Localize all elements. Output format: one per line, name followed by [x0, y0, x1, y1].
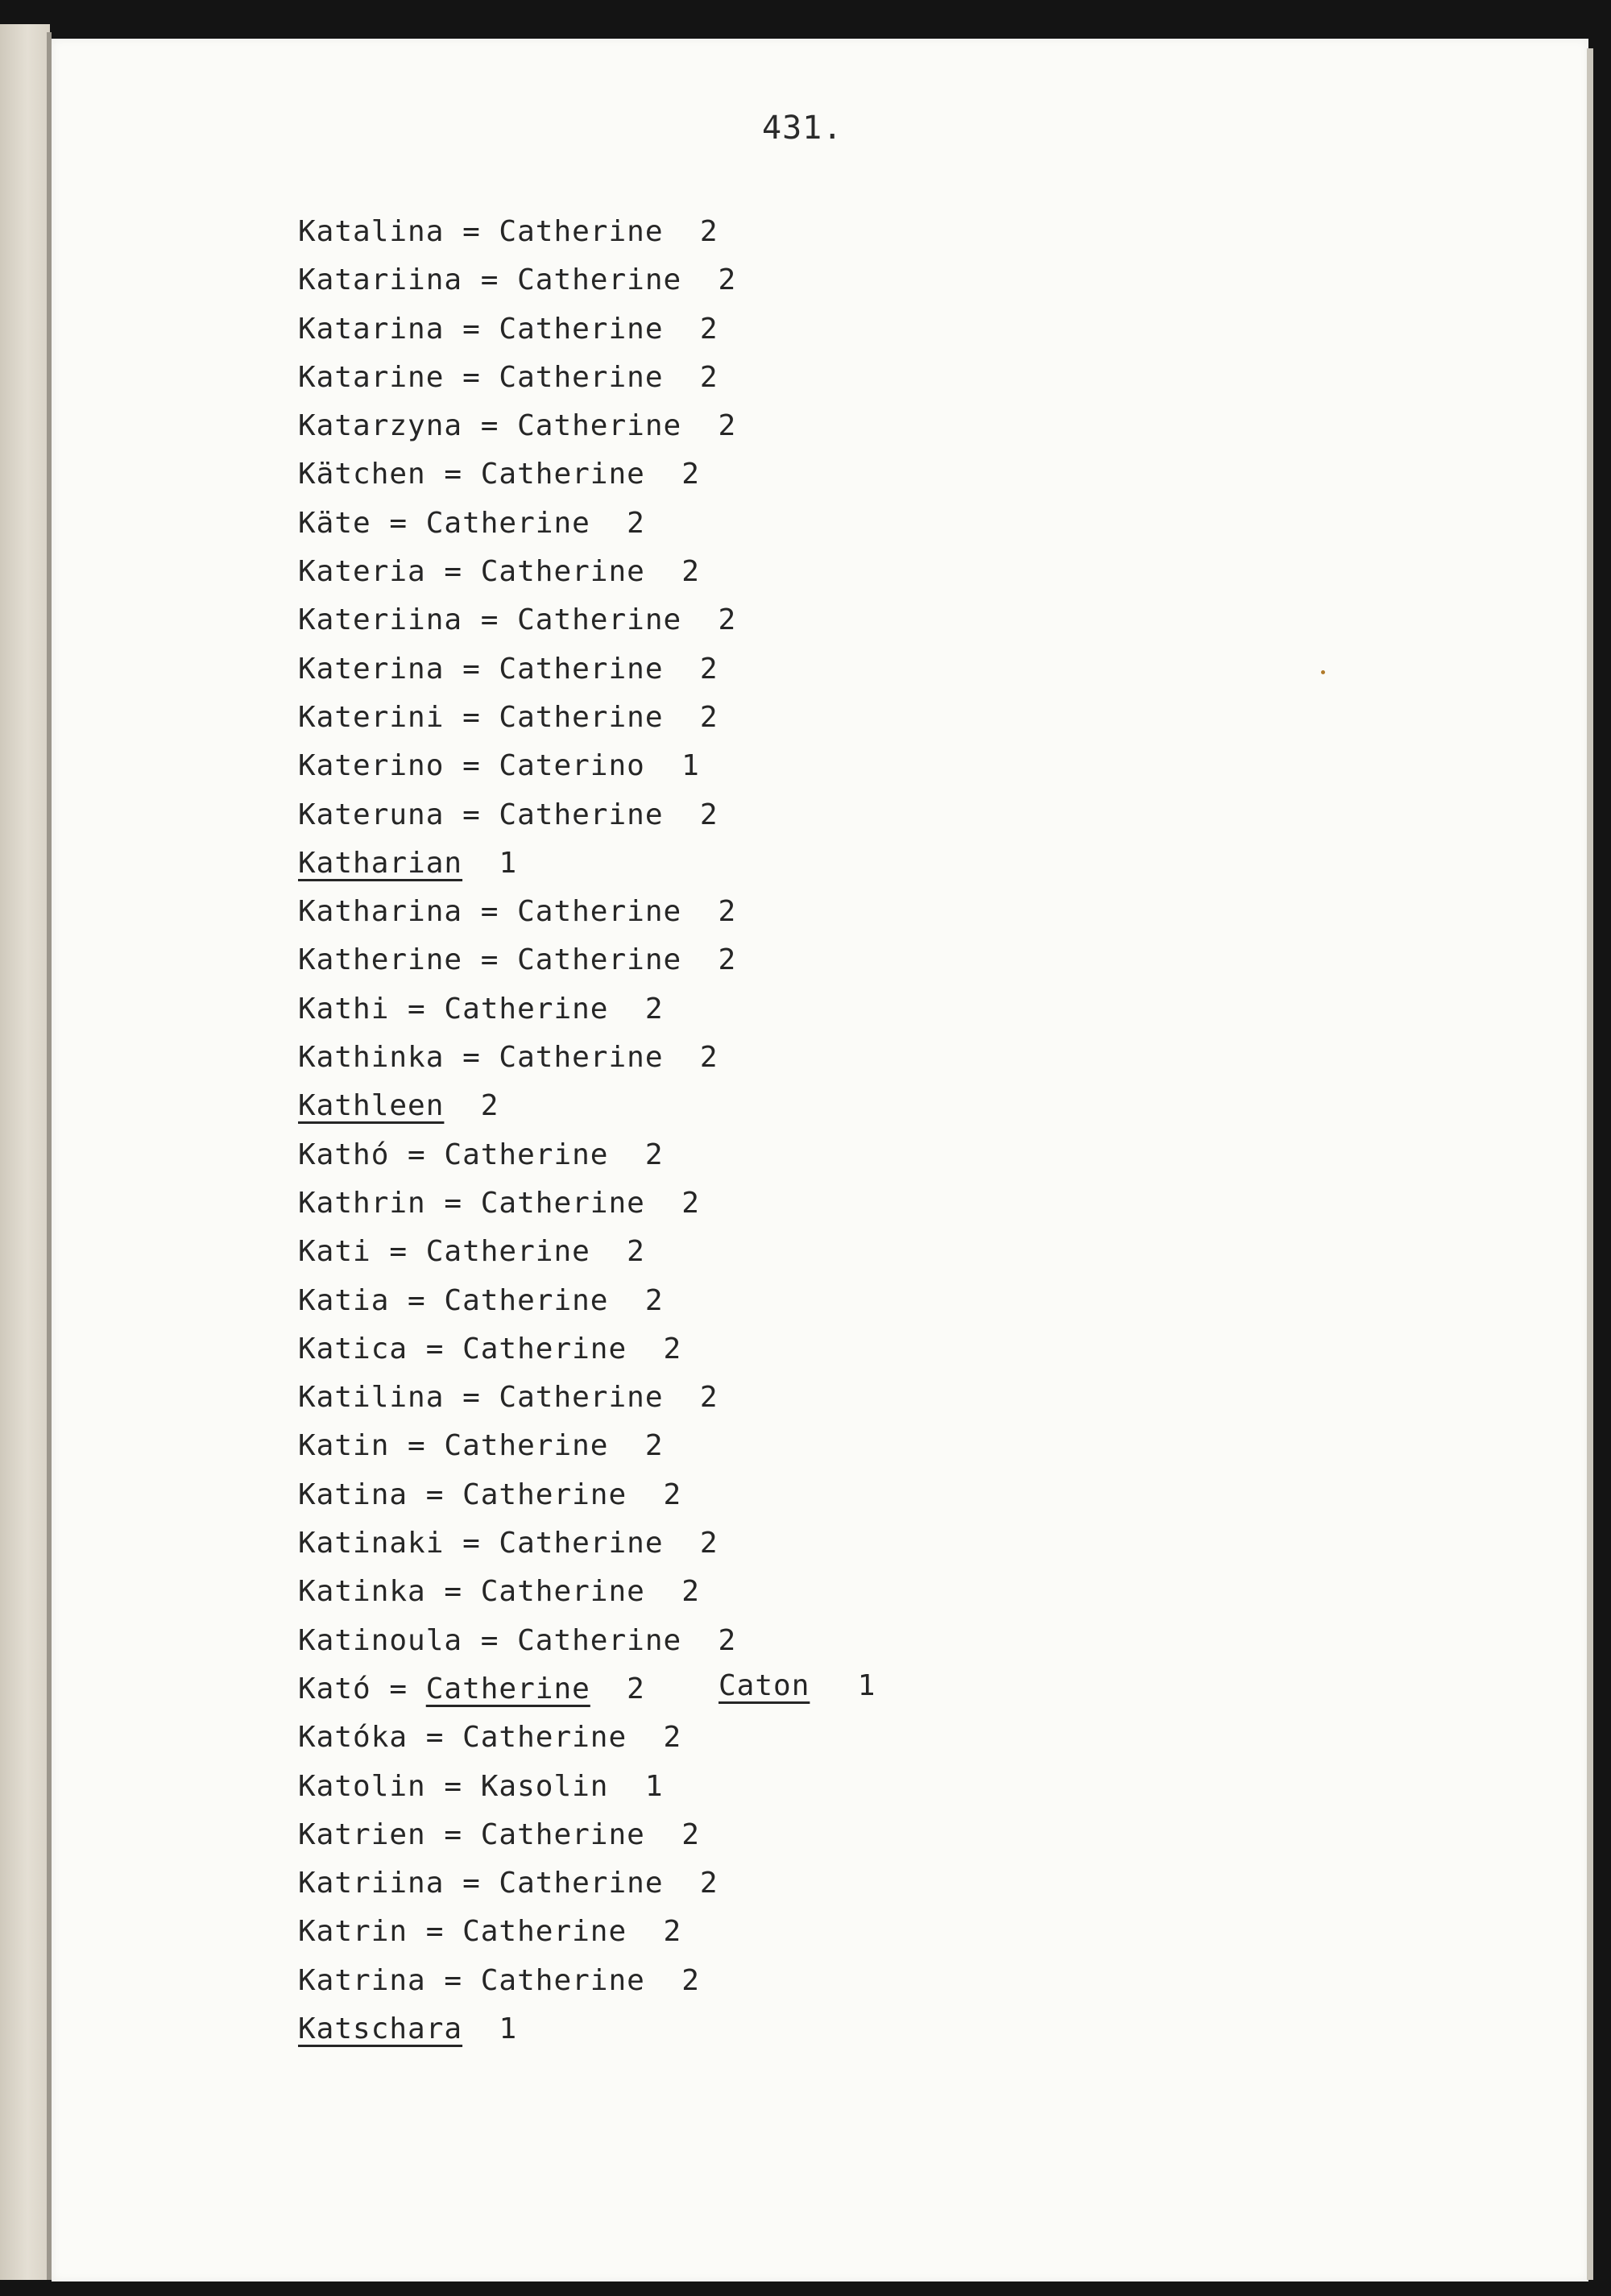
list-item: Katinka = Catherine 2: [298, 1575, 700, 1609]
entry-name: Katriina: [298, 1867, 445, 1900]
list-item: Katrin = Catherine 2: [298, 1915, 682, 1949]
entry-count: 2: [718, 603, 737, 637]
entry-name: Katerino: [298, 749, 445, 783]
list-item: Katriina = Catherine 2: [298, 1867, 719, 1900]
entry-name: Kateriina: [298, 603, 463, 637]
entry-reference: Catherine: [462, 1915, 627, 1949]
entry-name: Kathi: [298, 992, 390, 1026]
entry-name: Katrien: [298, 1817, 426, 1851]
entry-count: 2: [663, 1477, 682, 1511]
entry-count: 2: [644, 1283, 664, 1317]
entry-count: 2: [681, 458, 700, 491]
page-edge: [1587, 48, 1593, 2280]
list-item: Katilina = Catherine 2: [298, 1381, 719, 1415]
entry-count: 2: [699, 1867, 719, 1900]
entry-name: Katinka: [298, 1575, 426, 1609]
list-item: Kathi = Catherine 2: [298, 992, 664, 1026]
list-item: Kateriina = Catherine 2: [298, 603, 737, 637]
list-item: Käte = Catherine 2: [298, 506, 645, 540]
list-item: Katherine = Catherine 2: [298, 943, 737, 977]
entry-name: Käte: [298, 506, 371, 540]
entry-reference: Catherine: [499, 700, 664, 734]
document-page: [52, 39, 1588, 2281]
entry-count: 2: [663, 1721, 682, 1755]
name-entry-list: [298, 208, 736, 2054]
entry-reference: Catherine: [425, 506, 590, 540]
entry-reference: Catherine: [517, 895, 682, 929]
list-item: Katina = Catherine 2: [298, 1477, 682, 1511]
entry-count: 2: [699, 798, 719, 831]
list-item: Katalina = Catherine 2: [298, 215, 719, 248]
entry-reference: Catherine: [499, 1041, 664, 1075]
list-item: Kateria = Catherine 2: [298, 555, 700, 589]
entry-reference: Catherine: [444, 1429, 609, 1463]
entry-count: 2: [699, 360, 719, 394]
entry-count: 2: [699, 1041, 719, 1075]
list-item: Kathó = Catherine 2: [298, 1138, 664, 1171]
book-spine: [0, 24, 50, 2280]
entry-count: 2: [663, 1332, 682, 1366]
entry-reference: Catherine: [499, 652, 664, 686]
entry-reference: Catherine: [499, 312, 664, 346]
entry-count: 2: [699, 1381, 719, 1415]
entry-name: Katrina: [298, 1963, 426, 1997]
entry-count: 2: [681, 555, 700, 589]
entry-count: 2: [699, 1527, 719, 1560]
entry-reference: Catherine: [480, 1817, 645, 1851]
entry-name: Katschara: [298, 2012, 463, 2045]
entry-reference: Catherine: [499, 798, 664, 831]
side-entry-count: 1: [857, 1669, 876, 1702]
entry-name: Katalina: [298, 215, 445, 248]
list-item: Katerino = Caterino 1: [298, 749, 700, 783]
entry-count: 2: [681, 1186, 700, 1220]
list-item: Katarina = Catherine 2: [298, 312, 719, 346]
entry-reference: Catherine: [444, 992, 609, 1026]
entry-reference: Catherine: [462, 1332, 627, 1366]
entry-name: Katilina: [298, 1381, 445, 1415]
entry-name: Katinoula: [298, 1623, 463, 1657]
paper-speck: [1321, 670, 1325, 674]
entry-name: Katin: [298, 1429, 390, 1463]
entry-reference: Catherine: [517, 1623, 682, 1657]
list-item: Kati = Catherine 2: [298, 1235, 645, 1269]
list-item: Katharina = Catherine 2: [298, 895, 737, 929]
entry-reference: Catherine: [499, 215, 664, 248]
entry-count: 2: [681, 1817, 700, 1851]
entry-name: Kateruna: [298, 798, 445, 831]
entry-name: Katrin: [298, 1915, 408, 1949]
entry-name: Kató: [298, 1672, 371, 1705]
entry-reference: Catherine: [499, 360, 664, 394]
entry-name: Katarine: [298, 360, 445, 394]
entry-reference: Catherine: [517, 943, 682, 977]
entry-name: Katarzyna: [298, 409, 463, 443]
entry-reference: Catherine: [462, 1721, 627, 1755]
entry-name: Katina: [298, 1477, 408, 1511]
list-item: Kathinka = Catherine 2: [298, 1041, 719, 1075]
entry-count: 2: [699, 652, 719, 686]
entry-name: Kati: [298, 1235, 371, 1269]
list-item: [298, 1082, 736, 1130]
entry-name: Kathó: [298, 1138, 390, 1171]
entry-reference: Catherine: [425, 1672, 590, 1705]
list-item: Katolin = Kasolin 1: [298, 1769, 664, 1803]
entry-name: Katarina: [298, 312, 445, 346]
entry-reference: Caterino: [499, 749, 645, 783]
entry-name: Katerini: [298, 700, 445, 734]
side-entry-name: Caton: [719, 1669, 810, 1702]
entry-name: Katolin: [298, 1769, 426, 1803]
entry-count: 1: [499, 2012, 518, 2045]
list-item: Katóka = Catherine 2: [298, 1721, 682, 1755]
list-item: [298, 2005, 736, 2054]
list-item: Katin = Catherine 2: [298, 1429, 664, 1463]
entry-reference: Kasolin: [480, 1769, 609, 1803]
entry-reference: Catherine: [499, 1867, 664, 1900]
list-item: Katarine = Catherine 2: [298, 360, 719, 394]
entry-name: Katharina: [298, 895, 463, 929]
entry-name: Kathinka: [298, 1041, 445, 1075]
list-item: Katica = Catherine 2: [298, 1332, 682, 1366]
entry-name: Katinaki: [298, 1527, 445, 1560]
entry-name: Kathrin: [298, 1186, 426, 1220]
entry-reference: Catherine: [480, 555, 645, 589]
list-item: Katrien = Catherine 2: [298, 1817, 700, 1851]
entry-count: 2: [718, 409, 737, 443]
entry-name: Katherine: [298, 943, 463, 977]
entry-count: 2: [627, 1672, 645, 1705]
entry-name: Kätchen: [298, 458, 426, 491]
entry-count: 2: [699, 215, 719, 248]
entry-name: Katariina: [298, 263, 463, 297]
entry-reference: Catherine: [517, 603, 682, 637]
entry-reference: Catherine: [462, 1477, 627, 1511]
entry-count: 2: [627, 506, 645, 540]
list-item: Katia = Catherine 2: [298, 1283, 664, 1317]
entry-count: 2: [718, 263, 737, 297]
entry-count: 2: [681, 1963, 700, 1997]
entry-name: Katerina: [298, 652, 445, 686]
list-item: Katerina = Catherine 2: [298, 652, 719, 686]
entry-name: Katharian: [298, 846, 463, 880]
list-item: Katinoula = Catherine 2: [298, 1623, 737, 1657]
entry-reference: Catherine: [499, 1381, 664, 1415]
entry-count: 2: [663, 1915, 682, 1949]
list-item: Kateruna = Catherine 2: [298, 798, 719, 831]
entry-name: Kateria: [298, 555, 426, 589]
entry-reference: Catherine: [444, 1283, 609, 1317]
entry-reference: Catherine: [425, 1235, 590, 1269]
list-item: Katarzyna = Catherine 2: [298, 409, 737, 443]
entry-count: 2: [718, 895, 737, 929]
entry-count: 2: [644, 1138, 664, 1171]
entry-count: 2: [644, 992, 664, 1026]
entry-reference: Catherine: [517, 409, 682, 443]
entry-count: 2: [718, 943, 737, 977]
entry-name: Katóka: [298, 1721, 408, 1755]
entry-reference: Catherine: [480, 1963, 645, 1997]
entry-count: 2: [718, 1623, 737, 1657]
entry-name: Kathleen: [298, 1089, 445, 1123]
entry-reference: Catherine: [499, 1527, 664, 1560]
list-item: Katariina = Catherine 2: [298, 263, 737, 297]
entry-reference: Catherine: [480, 1186, 645, 1220]
entry-reference: Catherine: [444, 1138, 609, 1171]
list-item: Katinaki = Catherine 2: [298, 1527, 719, 1560]
entry-count: 1: [644, 1769, 664, 1803]
page-number: 431.: [762, 110, 843, 147]
list-item: [298, 839, 736, 888]
list-item: Katerini = Catherine 2: [298, 700, 719, 734]
list-item: Kätchen = Catherine 2: [298, 458, 700, 491]
entry-count: 2: [644, 1429, 664, 1463]
list-item: Kató = Catherine 2: [298, 1672, 645, 1705]
list-item: Katrina = Catherine 2: [298, 1963, 700, 1997]
entry-count: 2: [681, 1575, 700, 1609]
entry-count: 2: [480, 1089, 499, 1123]
entry-count: 2: [699, 312, 719, 346]
entry-reference: Catherine: [480, 1575, 645, 1609]
list-item: Kathrin = Catherine 2: [298, 1186, 700, 1220]
entry-count: 2: [699, 700, 719, 734]
entry-count: 1: [681, 749, 700, 783]
entry-reference: Catherine: [480, 458, 645, 491]
entry-count: 2: [627, 1235, 645, 1269]
entry-count: 1: [499, 846, 518, 880]
entry-name: Katica: [298, 1332, 408, 1366]
side-entry: [719, 1669, 876, 1702]
entry-name: Katia: [298, 1283, 390, 1317]
entry-reference: Catherine: [517, 263, 682, 297]
